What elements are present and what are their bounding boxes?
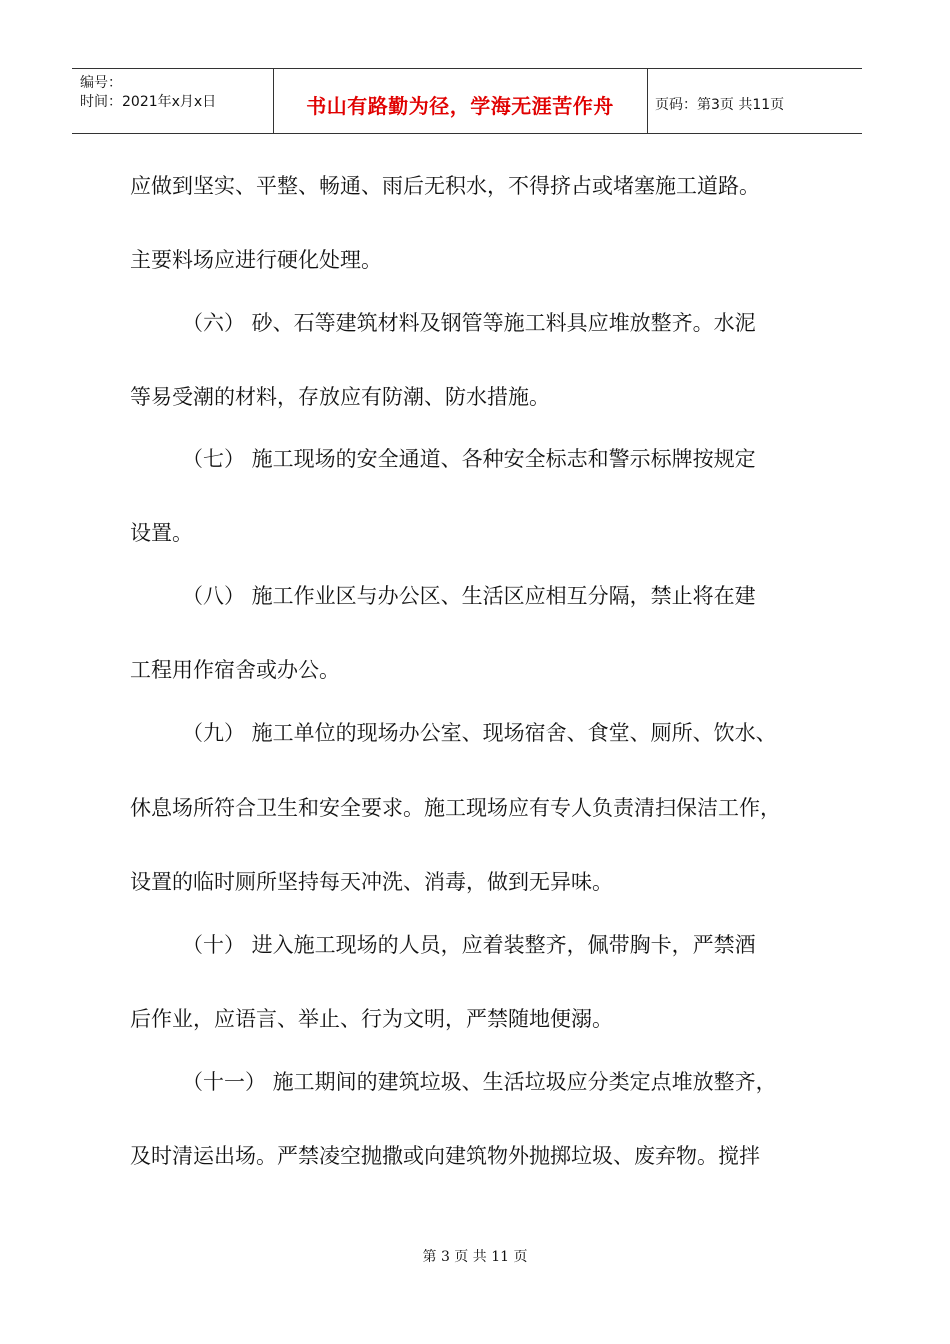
page-footer: 第 3 页 共 11 页	[422, 1249, 528, 1265]
body-line: 设置的临时厕所坚持每天冲洗、消毒，做到无异味。	[130, 870, 613, 894]
page-header	[72, 68, 862, 134]
body-line: 休息场所符合卫生和安全要求。施工现场应有专人负责清扫保洁工作，	[130, 796, 781, 820]
header-motto-cell	[273, 69, 648, 133]
header-info-cell	[72, 69, 274, 133]
body-line: 及时清运出场。严禁凌空抛撒或向建筑物外抛掷垃圾、废弃物。搅拌	[130, 1144, 760, 1168]
body-line: 主要料场应进行硬化处理。	[130, 248, 382, 272]
header-page-cell	[647, 69, 862, 133]
body-line: 应做到坚实、平整、畅通、雨后无积水，不得挤占或堵塞施工道路。	[130, 174, 760, 198]
document-number-label: 编号：	[80, 75, 122, 91]
document-date-label: 时间：2021年x月x日	[80, 94, 217, 110]
body-line: （十一） 施工期间的建筑垃圾、生活垃圾应分类定点堆放整齐，	[182, 1070, 777, 1094]
header-page-label: 页码：第3页 共11页	[655, 97, 785, 113]
body-line: 设置。	[130, 521, 193, 545]
body-line: 工程用作宿舍或办公。	[130, 658, 340, 682]
body-line: （七） 施工现场的安全通道、各种安全标志和警示标牌按规定	[182, 447, 756, 471]
body-line: （八） 施工作业区与办公区、生活区应相互分隔，禁止将在建	[182, 584, 756, 608]
body-line: 等易受潮的材料，存放应有防潮、防水措施。	[130, 385, 550, 409]
header-motto: 书山有路勤为径，学海无涯苦作舟	[306, 94, 614, 118]
body-line: （十） 进入施工现场的人员，应着装整齐，佩带胸卡，严禁酒	[182, 933, 756, 957]
body-line: 后作业，应语言、举止、行为文明，严禁随地便溺。	[130, 1007, 613, 1031]
body-line: （九） 施工单位的现场办公室、现场宿舍、食堂、厕所、饮水、	[182, 721, 777, 745]
body-line: （六） 砂、石等建筑材料及钢管等施工料具应堆放整齐。水泥	[182, 311, 756, 335]
